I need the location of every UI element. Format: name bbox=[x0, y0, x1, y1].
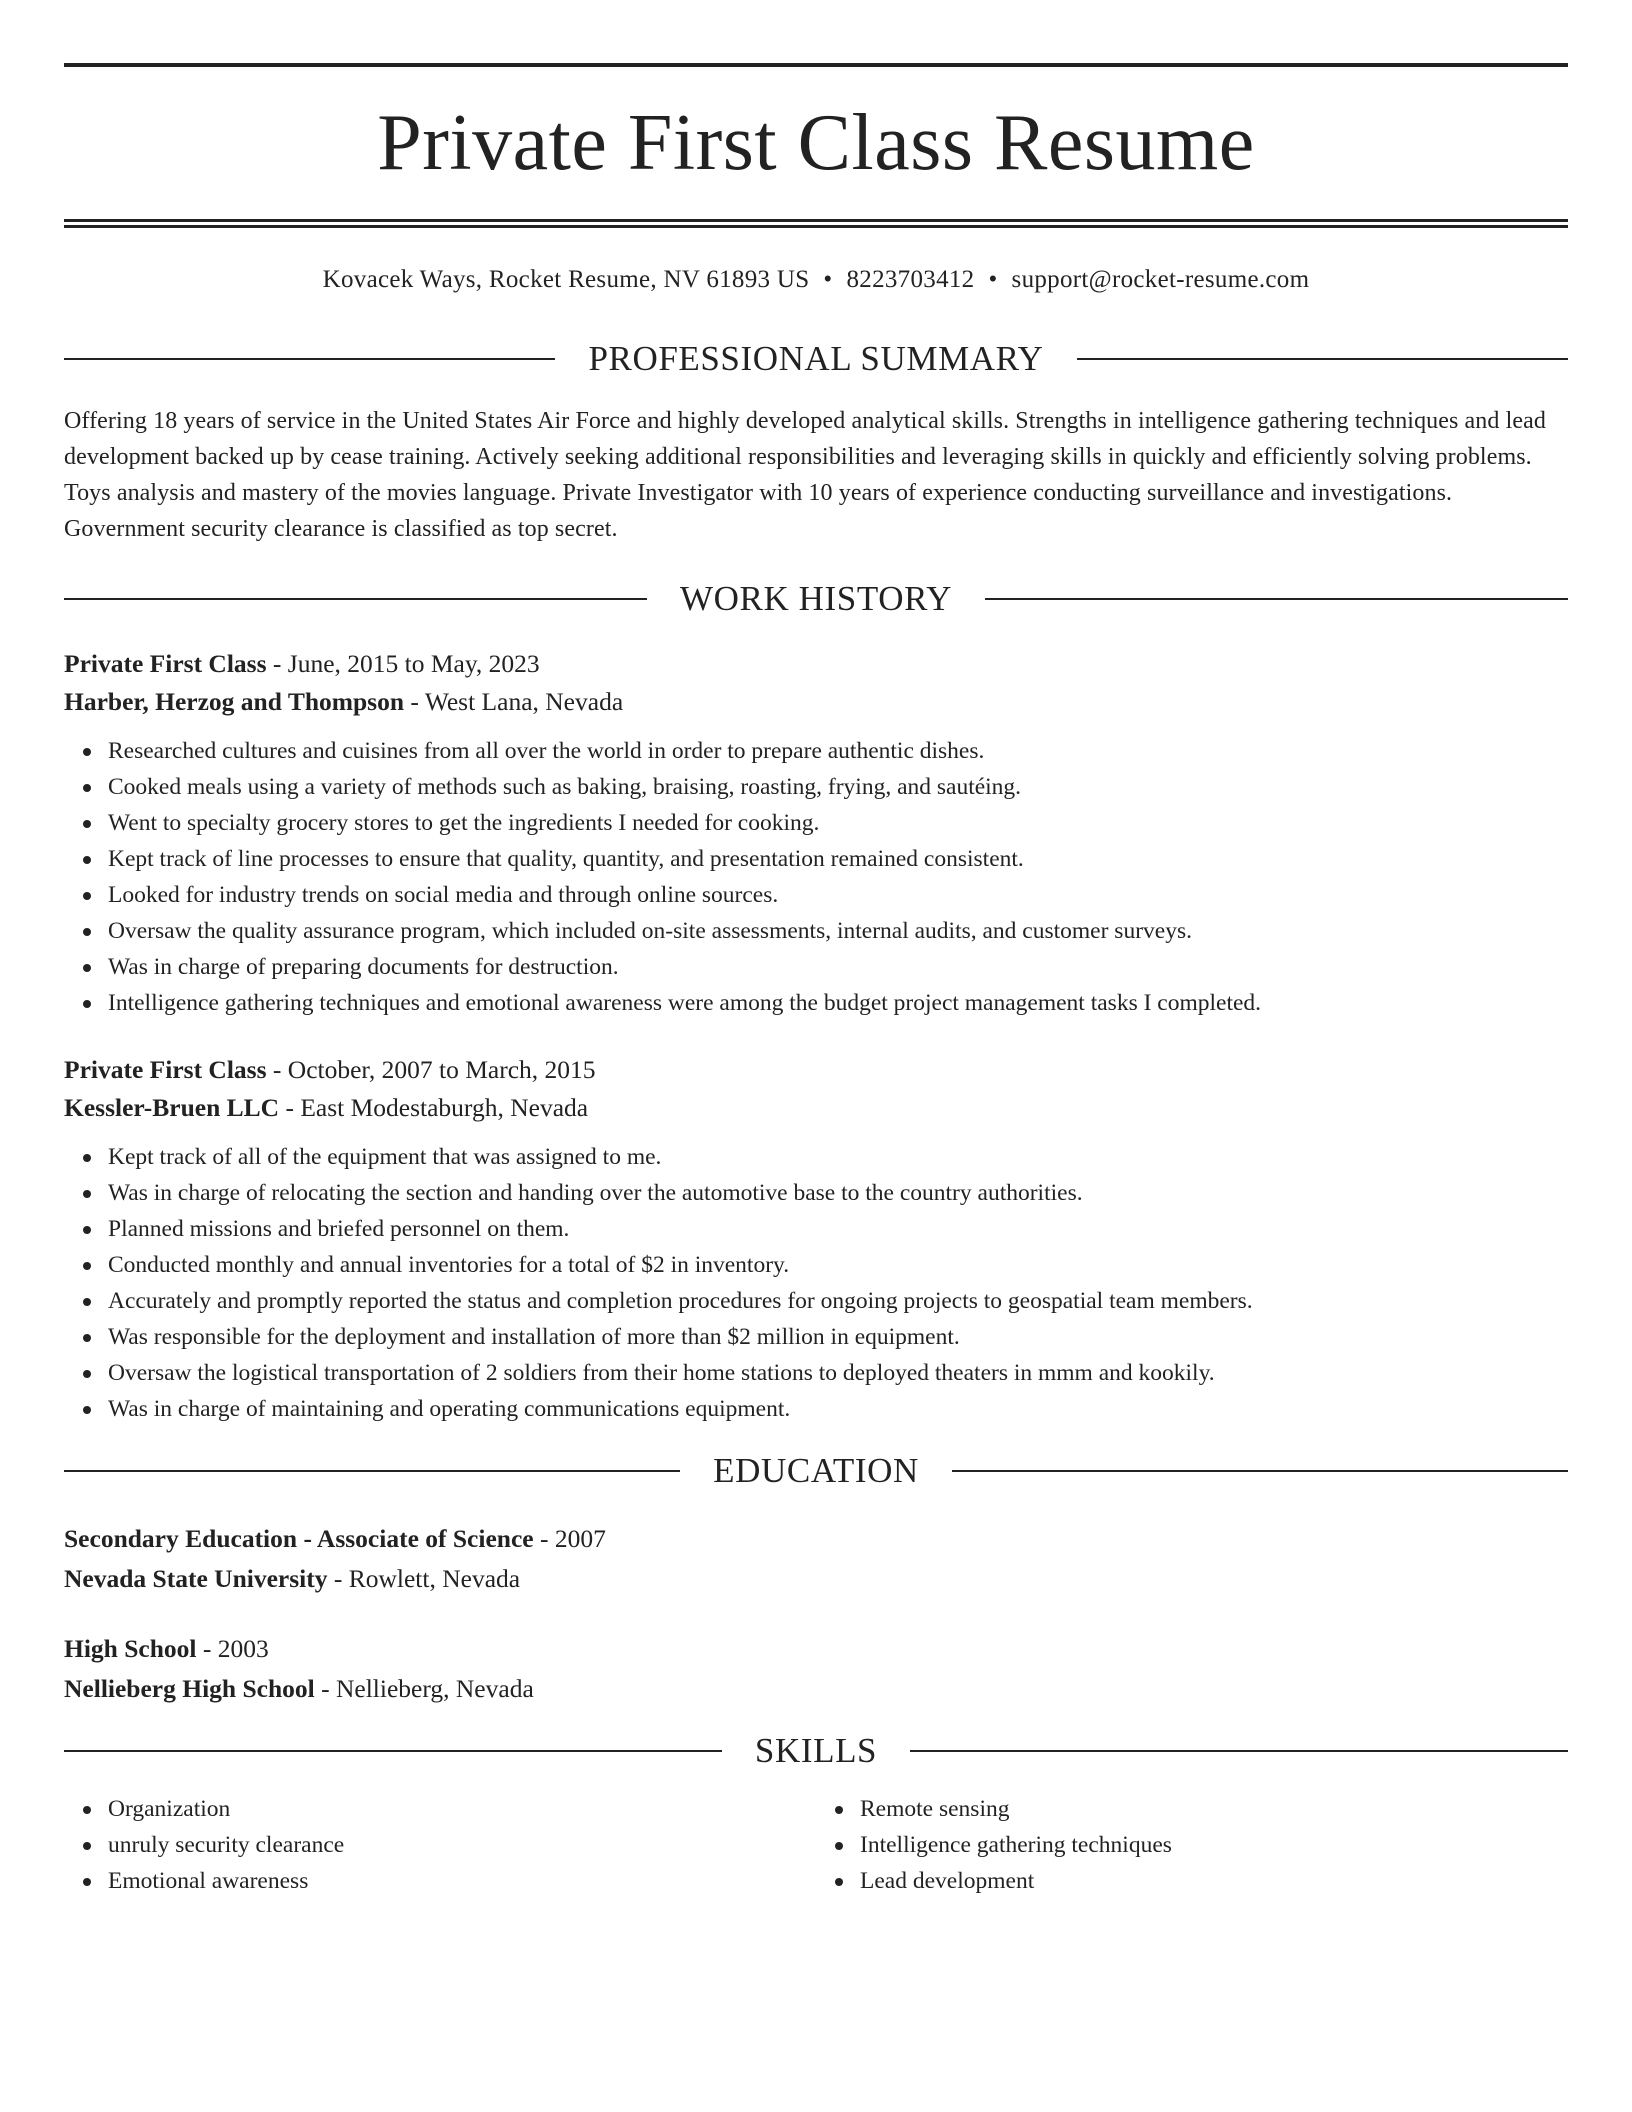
job-title-line bbox=[64, 1051, 1568, 1089]
job-location: - East Modestaburgh, Nevada bbox=[285, 1093, 589, 1122]
school-location: - Rowlett, Nevada bbox=[333, 1564, 521, 1593]
top-rule bbox=[64, 63, 1568, 67]
section-heading-work bbox=[64, 579, 1568, 619]
contact-email: support@rocket-resume.com bbox=[1011, 266, 1310, 293]
list-item: Oversaw the quality assurance program, which included on-site assessments, internal audits, and customer surveys. bbox=[108, 913, 1568, 949]
list-item: Was in charge of relocating the section and handing over the automotive base to the country authorities. bbox=[108, 1175, 1568, 1211]
job-employer: Kessler-Bruen LLC bbox=[64, 1093, 280, 1122]
school-location: - Nellieberg, Nevada bbox=[321, 1674, 534, 1703]
skill-item: Organization bbox=[108, 1791, 816, 1827]
list-item: Planned missions and briefed personnel on them. bbox=[108, 1211, 1568, 1247]
skill-item: Emotional awareness bbox=[108, 1863, 816, 1899]
section-title: PROFESSIONAL SUMMARY bbox=[588, 339, 1044, 378]
skills-list-right bbox=[816, 1791, 1568, 1899]
list-item: Researched cultures and cuisines from all over the world in order to prepare authentic dishes. bbox=[108, 733, 1568, 769]
section-heading-skills bbox=[64, 1731, 1568, 1771]
section-heading-summary bbox=[64, 339, 1568, 379]
list-item: Oversaw the logistical transportation of 2 soldiers from their home stations to deployed theaters in mmm and kookily. bbox=[108, 1355, 1568, 1391]
job-dates: - June, 2015 to May, 2023 bbox=[272, 649, 540, 678]
education-entry bbox=[64, 1629, 1568, 1709]
degree-line bbox=[64, 1629, 1568, 1669]
summary-text: Offering 18 years of service in the United States Air Force and highly developed analytical skills. Strengths in intelligence gathering techniques and lead development backed up by cease training. Actively seeking additional responsibilities and leveraging skills in quickly and efficiently solving problems. Toys analysis and mastery of the movies language. Private Investigator with 10 years of experience conducting surveillance and investigations. Government security clearance is classified as top secret. bbox=[64, 408, 1546, 542]
contact-separator: • bbox=[988, 266, 998, 293]
heading-rule-right bbox=[910, 1750, 1568, 1752]
skill-item: Intelligence gathering techniques bbox=[860, 1827, 1568, 1863]
contact-address: Kovacek Ways, Rocket Resume, NV 61893 US bbox=[322, 266, 810, 293]
heading-rule-left bbox=[64, 598, 647, 600]
section-heading-education bbox=[64, 1451, 1568, 1491]
list-item: Cooked meals using a variety of methods such as baking, braising, roasting, frying, and sautéing. bbox=[108, 769, 1568, 805]
list-item: Accurately and promptly reported the status and completion procedures for ongoing projects to geospatial team members. bbox=[108, 1283, 1568, 1319]
list-item: Intelligence gathering techniques and emotional awareness were among the budget project management tasks I completed. bbox=[108, 985, 1568, 1021]
job-employer-line bbox=[64, 683, 1568, 721]
degree-year: - 2003 bbox=[202, 1634, 269, 1663]
job-dates: - October, 2007 to March, 2015 bbox=[272, 1055, 596, 1084]
list-item: Kept track of line processes to ensure that quality, quantity, and presentation remained consistent. bbox=[108, 841, 1568, 877]
school-name: Nevada State University bbox=[64, 1564, 328, 1593]
heading-rule-right bbox=[952, 1470, 1568, 1472]
school-line bbox=[64, 1669, 1568, 1709]
job-title: Private First Class bbox=[64, 1055, 267, 1084]
skill-item: Remote sensing bbox=[860, 1791, 1568, 1827]
degree-name: Secondary Education - Associate of Science bbox=[64, 1524, 534, 1553]
heading-rule-left bbox=[64, 1750, 722, 1752]
contact-phone: 8223703412 bbox=[846, 266, 975, 293]
degree-year: - 2007 bbox=[539, 1524, 606, 1553]
section-title: WORK HISTORY bbox=[680, 579, 952, 618]
job-title: Private First Class bbox=[64, 649, 267, 678]
education-entry bbox=[64, 1519, 1568, 1599]
skills-list-left bbox=[64, 1791, 816, 1899]
job-employer-line bbox=[64, 1089, 1568, 1127]
list-item: Looked for industry trends on social media and through online sources. bbox=[108, 877, 1568, 913]
job-duties-list bbox=[64, 1139, 1568, 1427]
job-employer: Harber, Herzog and Thompson bbox=[64, 687, 405, 716]
list-item: Kept track of all of the equipment that was assigned to me. bbox=[108, 1139, 1568, 1175]
heading-rule-right bbox=[1077, 358, 1568, 360]
job-entry bbox=[64, 645, 1568, 1021]
skill-item: Lead development bbox=[860, 1863, 1568, 1899]
job-duties-list bbox=[64, 733, 1568, 1021]
job-entry bbox=[64, 1051, 1568, 1427]
title-double-rule bbox=[64, 219, 1568, 228]
list-item: Was in charge of maintaining and operating communications equipment. bbox=[108, 1391, 1568, 1427]
school-name: Nellieberg High School bbox=[64, 1674, 315, 1703]
list-item: Was in charge of preparing documents for destruction. bbox=[108, 949, 1568, 985]
contact-separator: • bbox=[823, 266, 833, 293]
skills-columns bbox=[64, 1791, 1568, 1899]
contact-line bbox=[64, 263, 1568, 297]
heading-rule-left bbox=[64, 358, 555, 360]
list-item: Went to specialty grocery stores to get the ingredients I needed for cooking. bbox=[108, 805, 1568, 841]
heading-rule-right bbox=[985, 598, 1568, 600]
resume-title: Private First Class Resume bbox=[377, 99, 1255, 187]
list-item: Conducted monthly and annual inventories for a total of $2 in inventory. bbox=[108, 1247, 1568, 1283]
section-title: EDUCATION bbox=[713, 1451, 919, 1490]
school-line bbox=[64, 1559, 1568, 1599]
job-location: - West Lana, Nevada bbox=[410, 687, 624, 716]
skill-item: unruly security clearance bbox=[108, 1827, 816, 1863]
degree-name: High School bbox=[64, 1634, 197, 1663]
heading-rule-left bbox=[64, 1470, 680, 1472]
list-item: Was responsible for the deployment and installation of more than $2 million in equipment. bbox=[108, 1319, 1568, 1355]
section-title: SKILLS bbox=[754, 1731, 878, 1770]
degree-line bbox=[64, 1519, 1568, 1559]
job-title-line bbox=[64, 645, 1568, 683]
